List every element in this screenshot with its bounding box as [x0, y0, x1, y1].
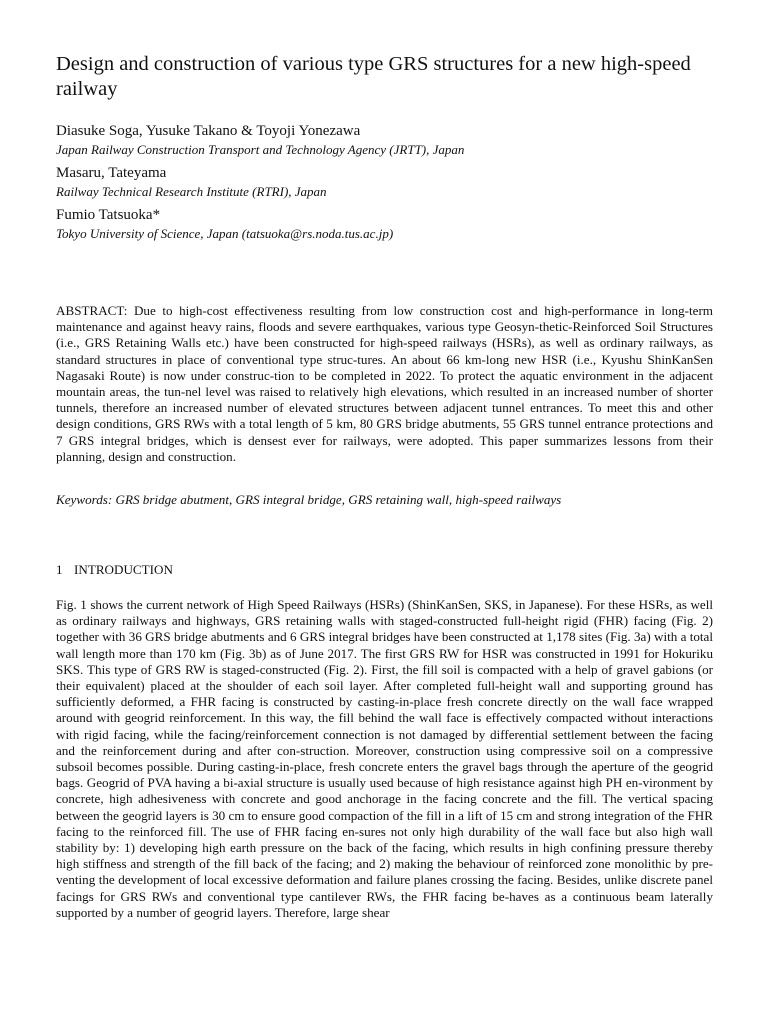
author-block [56, 206, 716, 242]
abstract: ABSTRACT: Due to high-cost effectiveness resulting from low construction cost and high-performance in long-term maintenance and against heavy rains, floods and severe earthquakes, various type Geosyn-thetic-Reinforced Soil Structures (i.e., GRS Retaining Walls etc.) have been constructed for high-speed railways (HSRs), as well as ordinary railways, as standard structures in place of conventional type struc-tures. An about 66 km-long new HSR (i.e., Kyushu ShinKanSen Nagasaki Route) is now under construc-tion to be completed in 2022. To protect the aquatic environment in the adjacent mountain areas, the tun-nel level was raised to relatively high elevations, which resulted in an increased number of shorter tunnels, therefore an increased number of elevated structures between adjacent tunnel entrances. To meet this and other design conditions, GRS RWs with a total length of 5 km, 80 GRS bridge abutments, 55 GRS tunnel entrance protections and 7 GRS integral bridges, which is densest ever for railways, were adopted. This paper summarizes lessons from their planning, design and construction. [56, 303, 713, 464]
author-name: Diasuke Soga, Yusuke Takano & Toyoji Yonezawa [56, 123, 361, 139]
keywords: Keywords: GRS bridge abutment, GRS integral bridge, GRS retaining wall, high-speed railways [56, 492, 562, 507]
author-affiliation: Japan Railway Construction Transport and Technology Agency (JRTT), Japan [56, 142, 465, 157]
section-title: INTRODUCTION [74, 562, 173, 577]
author-block [56, 122, 716, 158]
body-paragraph: Fig. 1 shows the current network of High Speed Railways (HSRs) (ShinKanSen, SKS, in Japanese). For these HSRs, as well as ordinary railways and highways, GRS retaining walls with staged-constructed full-height rigid (FHR) facing (Fig. 2) together with 36 GRS bridge abutments and 6 GRS integral bridges have been constructed at 1,178 sites (Fig. 3a) with a total wall length more than 170 km (Fig. 3b) as of June 2017. The first GRS RW for HSR was constructed in 1991 for Hokuriku SKS. This type of GRS RW is staged-constructed (Fig. 2). First, the fill soil is compacted with a help of gravel gabions (or their equivalent) placed at the shoulder of each soil layer. After completed full-height wall and supporting ground has sufficiently deformed, a FHR facing is constructed by casting-in-place fresh concrete directly on the wall face wrapped around with geogrid reinforcement. In this way, the fill behind the wall face is effectively compacted without interactions with rigid facing, while the facing/reinforcement connection is not damaged by differential settlement between the facing and the reinforcement during and after con-struction. Moreover, construction using compressive soil on a compressive subsoil becomes possible. During casting-in-place, fresh concrete enters the gravel bags through the aperture of the geogrid bags. Geogrid of PVA having a bi-axial structure is usually used because of high resistance against high PH en-vironment by concrete, high adhesiveness with concrete and good anchorage in the facing concrete and the fill. The vertical spacing between the geogrid layers is 30 cm to ensure good compaction of the fill in a lift of 15 cm and strong integration of the FHR facing to the reinforced fill. The use of FHR facing en-sures not only high durability of the wall face but also high wall stability by: 1) developing high earth pressure on the back of the facing, which results in high confining pressure thereby high stiffness and strength of the fill back of the facing; and 2) making the behaviour of reinforced zone monolithic by pre-venting the development of local excessive deformation and failure planes crossing the facing. Besides, unlike discrete panel facings for GRS RWs and conventional type cantilever RWs, the FHR facing be-haves as a continuous beam laterally supported by a number of geogrid layers. Therefore, large shear [56, 597, 713, 920]
author-block [56, 164, 716, 200]
author-affiliation: Railway Technical Research Institute (RTRI), Japan [56, 184, 327, 199]
section-number: 1 [56, 562, 63, 577]
author-name: Masaru, Tateyama [56, 165, 167, 181]
author-list [56, 122, 716, 248]
author-affiliation: Tokyo University of Science, Japan (tatsuoka@rs.noda.tus.ac.jp) [56, 226, 394, 241]
author-name: Fumio Tatsuoka* [56, 207, 161, 223]
paper-title: Design and construction of various type GRS structures for a new high-speed railway [56, 53, 691, 100]
section-heading [56, 562, 173, 578]
